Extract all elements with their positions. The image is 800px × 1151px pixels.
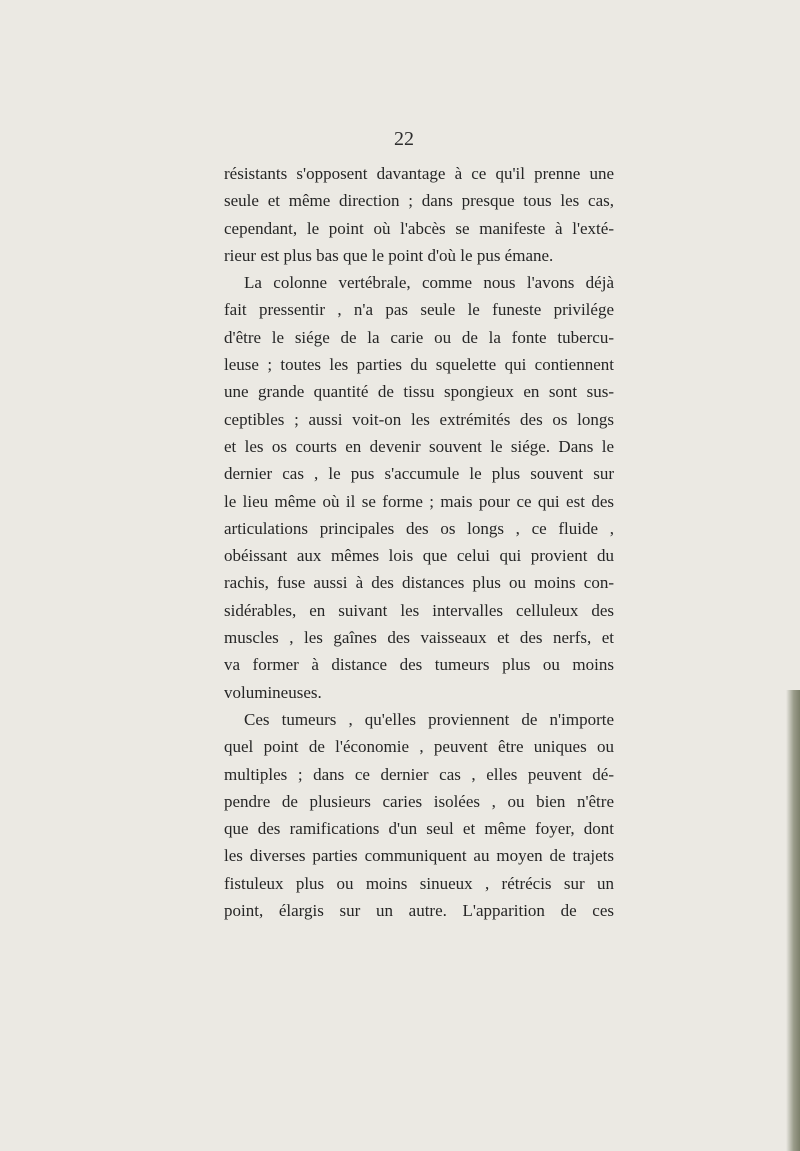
text-line: point, élargis sur un autre. L'apparition de ces: [224, 901, 614, 921]
text-line: d'être le siége de la carie ou de la fonte tubercu-: [224, 327, 614, 347]
text-line: va former à distance des tumeurs plus ou moins: [224, 655, 614, 675]
text-line: quel point de l'économie , peuvent être uniques ou: [224, 737, 614, 757]
text-line: le lieu même où il se forme ; mais pour ce qui est des: [224, 491, 614, 511]
text-line: cependant, le point où l'abcès se manifeste à l'exté-: [224, 218, 614, 238]
text-line: ceptibles ; aussi voit-on les extrémités des os longs: [224, 409, 614, 429]
page-number: 22: [394, 128, 414, 150]
text-line: dernier cas , le pus s'accumule le plus souvent sur: [224, 464, 614, 484]
page-edge-shadow: [786, 690, 800, 1151]
text-line: rieur est plus bas que le point d'où le pus émane.: [224, 245, 554, 265]
text-line: rachis, fuse aussi à des distances plus ou moins con-: [224, 573, 614, 593]
text-line: que des ramifications d'un seul et même foyer, dont: [224, 819, 614, 839]
text-line: leuse ; toutes les parties du squelette qui contiennent: [224, 355, 614, 375]
text-line: Ces tumeurs , qu'elles proviennent de n'importe: [244, 709, 614, 729]
text-line: articulations principales des os longs , ce fluide ,: [224, 518, 614, 538]
text-line: fait pressentir , n'a pas seule le funeste privilége: [224, 300, 614, 320]
text-line: La colonne vertébrale, comme nous l'avons déjà: [244, 273, 614, 293]
text-line: résistants s'opposent davantage à ce qu'il prenne une: [224, 164, 614, 183]
text-line: les diverses parties communiquent au moyen de trajets: [224, 846, 614, 866]
text-line: sidérables, en suivant les intervalles celluleux des: [224, 600, 614, 620]
text-line: obéissant aux mêmes lois que celui qui provient du: [224, 546, 614, 566]
text-line: multiples ; dans ce dernier cas , elles peuvent dé-: [224, 764, 614, 784]
text-line: pendre de plusieurs caries isolées , ou bien n'être: [224, 791, 614, 811]
text-line: fistuleux plus ou moins sinueux , rétrécis sur un: [224, 873, 614, 893]
text-line: volumineuses.: [224, 682, 322, 702]
text-line: et les os courts en devenir souvent le siége. Dans le: [224, 436, 614, 456]
text-line: une grande quantité de tissu spongieux en sont sus-: [224, 382, 614, 402]
body-text: [224, 160, 614, 924]
text-line: seule et même direction ; dans presque tous les cas,: [224, 191, 614, 211]
text-line: muscles , les gaînes des vaisseaux et des nerfs, et: [224, 628, 614, 648]
